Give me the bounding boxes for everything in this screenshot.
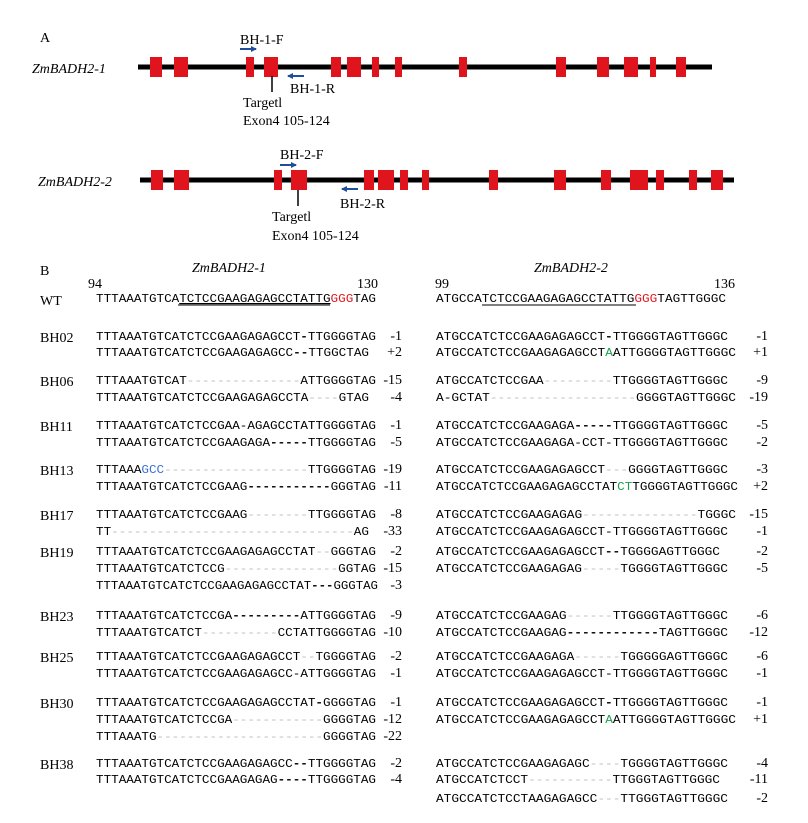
aligned-sequence bbox=[96, 437, 376, 450]
sequence-bases: TTGGGGTAG bbox=[307, 509, 371, 522]
aligned-sequence bbox=[96, 331, 376, 344]
aligned-sequence bbox=[96, 563, 376, 576]
wt1-target: TCTCCGAAGAGAGCCTATTG bbox=[179, 293, 318, 306]
deletion-gap: --------------- bbox=[224, 563, 329, 576]
indel-count: -12 bbox=[749, 625, 768, 640]
sequence-bases: ATGCCATCTCCGAAGAGAG bbox=[436, 509, 568, 522]
gene-model-1 bbox=[32, 33, 712, 129]
aligned-sequence bbox=[96, 627, 376, 640]
indel-count: -15 bbox=[749, 507, 768, 522]
sequence-bases: GGGTAG bbox=[333, 580, 375, 593]
aligned-sequence bbox=[96, 610, 376, 623]
sequence-bases: TTGGGGTAG bbox=[307, 464, 371, 477]
aligned-sequence bbox=[96, 375, 376, 388]
line-label: BH19 bbox=[40, 546, 74, 561]
sequence-bases: TTGGGGTAG bbox=[307, 437, 371, 450]
indel-count: -10 bbox=[383, 625, 402, 640]
sequence-bases: TTTAAATGTCATCTCCGAAGAGA bbox=[96, 437, 255, 450]
sequence-bases: ATGCCATCTCCGAAGAG bbox=[436, 610, 554, 623]
exon-block bbox=[597, 57, 609, 77]
indel-count: -1 bbox=[756, 329, 768, 344]
indel-count: -11 bbox=[383, 479, 402, 494]
sequence-bases: ATGCCATCTCCGAAGAGAGCCT bbox=[436, 714, 588, 727]
sequence-bases: ATGCCATCTCCGAAGAGAGCCTAT bbox=[436, 481, 602, 494]
line-label: BH13 bbox=[40, 464, 74, 479]
deletion-gap: - bbox=[605, 697, 612, 710]
sequence-bases: ATGCCATCTCCT bbox=[436, 774, 519, 787]
deletion-gap: -- bbox=[292, 758, 307, 771]
aligned-sequence bbox=[436, 509, 736, 522]
sequence-bases: ATTGGGGTAGTTGGGC bbox=[612, 347, 724, 360]
gene-2-fwd-primer-label: BH-2-F bbox=[280, 148, 324, 163]
sequence-bases: TTGGCTAG bbox=[308, 347, 364, 360]
sequence-bases: ATGCCATCTCCGAAGAGA bbox=[436, 420, 561, 433]
sequence-bases: TTTAAATGTCATCTCCG bbox=[96, 563, 214, 576]
deletion-gap: --------- bbox=[543, 375, 606, 388]
wt2-target: TCTCCGAAGAGAGCCTATTG bbox=[481, 293, 620, 306]
line-label: BH38 bbox=[40, 758, 74, 773]
sequence-bases: TTTAAA bbox=[96, 464, 138, 477]
sequence-bases: GGGGTAGTTGGGC bbox=[628, 464, 718, 477]
indel-count: -22 bbox=[383, 729, 402, 744]
aligned-sequence bbox=[436, 331, 728, 344]
gene-1-target-label: Targetl bbox=[243, 96, 283, 111]
indel-count: -2 bbox=[756, 435, 768, 450]
sequence-bases: GGGGTAG bbox=[323, 714, 372, 727]
sequence-bases: TGGGGTAGTTGGGC bbox=[632, 481, 729, 494]
gene-1-start-position: 94 bbox=[88, 277, 102, 292]
exon-block bbox=[347, 57, 361, 77]
indel-count: -3 bbox=[390, 578, 402, 593]
exon-block bbox=[400, 170, 408, 190]
wt-sequence-gene-2 bbox=[436, 293, 726, 306]
aligned-sequence bbox=[96, 509, 376, 522]
indel-count: +2 bbox=[387, 345, 402, 360]
sequence-bases: A-GCTAT bbox=[436, 392, 485, 405]
exon-block bbox=[624, 57, 638, 77]
exon-block bbox=[630, 170, 648, 190]
exon-block bbox=[554, 170, 566, 190]
panel-b-label: B bbox=[40, 264, 50, 279]
sequence-bases: ATGCCATCTCCGAAGAGAGCCT-TTGGGGTAGTTGGGC bbox=[436, 668, 729, 681]
aligned-sequence bbox=[96, 347, 369, 360]
deletion-gap: --------------- bbox=[582, 509, 686, 522]
deletion-gap: --- bbox=[605, 464, 626, 477]
indel-count: -1 bbox=[756, 695, 768, 710]
aligned-sequence bbox=[436, 420, 728, 433]
exon-block bbox=[331, 57, 341, 77]
sequence-bases: TTGGGGTAGTTGGGC bbox=[612, 697, 717, 710]
indel-count: -5 bbox=[756, 418, 768, 433]
deletion-gap: -- bbox=[315, 546, 330, 559]
sequence-bases: TGGGC bbox=[697, 509, 733, 522]
sequence-bases: ATGCCATCTCCGAAGAGAGCCT bbox=[436, 347, 588, 360]
aligned-sequence bbox=[436, 464, 728, 477]
sequence-bases: TGGGGGAGTTGGGC bbox=[620, 651, 718, 664]
indel-count: +1 bbox=[753, 712, 768, 727]
aligned-sequence bbox=[436, 610, 728, 623]
wt2-pam: GGG bbox=[634, 293, 656, 306]
indel-count: -15 bbox=[383, 373, 402, 388]
deletion-gap: ------------ bbox=[232, 714, 316, 727]
aligned-sequence bbox=[96, 580, 378, 593]
sequence-bases: TTGGGGTAG bbox=[307, 331, 371, 344]
aligned-sequence bbox=[96, 546, 376, 559]
gene-1-end-position: 130 bbox=[357, 277, 378, 292]
indel-count: -19 bbox=[383, 462, 402, 477]
exon-block bbox=[372, 57, 379, 77]
aligned-sequence bbox=[96, 392, 369, 405]
inserted-bases: A bbox=[605, 714, 613, 727]
wt1-post: TAG bbox=[353, 293, 375, 306]
aligned-sequence bbox=[436, 793, 728, 806]
deletion-gap: ------------------- bbox=[164, 464, 296, 477]
sequence-bases: GGTAG bbox=[338, 563, 373, 576]
exon-block bbox=[656, 170, 664, 190]
panel-a-label: A bbox=[40, 31, 51, 46]
sequence-bases: TTTAAATGTCATCT bbox=[96, 627, 193, 640]
exon-block bbox=[174, 57, 188, 77]
sequence-bases: TTTAAATGTCATCTCCGAAGAGAGCCT bbox=[96, 651, 283, 664]
aligned-sequence bbox=[96, 651, 376, 664]
aligned-sequence bbox=[96, 464, 376, 477]
sequence-bases: ATGCCATCTCCGAAGAGAGCCT-TTGGGGTAGTTGGGC bbox=[436, 526, 729, 539]
sequence-bases: TTTAAATGTCATCTCCGAAGAGAGCCTAT bbox=[96, 697, 297, 710]
gene-1-rev-primer-label: BH-1-R bbox=[290, 82, 336, 97]
gene-2-rev-primer-label: BH-2-R bbox=[340, 197, 386, 212]
indel-count: -33 bbox=[383, 524, 402, 539]
indel-count: -5 bbox=[390, 435, 402, 450]
exon-block bbox=[650, 57, 656, 77]
sequence-bases: TTTAAATG bbox=[96, 731, 152, 744]
sequence-bases: GGGTAG bbox=[330, 481, 373, 494]
indel-count: -1 bbox=[390, 695, 402, 710]
aligned-sequence bbox=[436, 651, 728, 664]
exon-block bbox=[364, 170, 374, 190]
deletion-gap: ------------------- bbox=[489, 392, 621, 405]
sequence-bases: TTTAAATGTCATCTCCGAAGAGAGCC bbox=[96, 347, 276, 360]
indel-count: -3 bbox=[756, 462, 768, 477]
aligned-sequence bbox=[96, 758, 376, 771]
sequence-bases: TTTAAATGTCATCTCCGAAGAGAGCCTAT bbox=[96, 580, 297, 593]
sequence-bases: ATGCCATCTCCGAA bbox=[436, 375, 533, 388]
exon-block bbox=[395, 57, 402, 77]
exon-block bbox=[459, 57, 467, 77]
sequence-bases: TTTAAATGTCATCTCCGAAGAGAGCCTA bbox=[96, 392, 290, 405]
aligned-sequence bbox=[436, 437, 728, 450]
deletion-gap: - bbox=[315, 697, 323, 710]
exon-block bbox=[246, 57, 254, 77]
line-label: BH30 bbox=[40, 697, 74, 712]
exon-block bbox=[174, 170, 189, 190]
sequence-bases: TTGGGGTAGTTGGGC bbox=[612, 420, 717, 433]
sequence-bases: GGGGTAG bbox=[323, 731, 372, 744]
sequence-bases: TTGGGGTAG bbox=[307, 758, 371, 771]
alignment-rows bbox=[40, 329, 768, 806]
indel-count: -2 bbox=[390, 544, 402, 559]
deletion-gap: --- bbox=[311, 580, 332, 593]
line-label: BH23 bbox=[40, 610, 74, 625]
sequence-bases: TTGGGTAGTTGGGC bbox=[612, 774, 710, 787]
exon-block bbox=[378, 170, 394, 190]
deletion-gap: --- bbox=[597, 793, 619, 806]
aligned-sequence bbox=[436, 697, 728, 710]
sequence-bases: ATGCCATCTCCTAAGAGAGCC bbox=[436, 793, 581, 806]
indel-count: +2 bbox=[753, 479, 768, 494]
sequence-bases: ATGCCATCTCCGAAGAGAGCCT bbox=[436, 331, 588, 344]
sequence-bases: ATGCCATCTCCGAAGAGAGCCT bbox=[436, 546, 588, 559]
inserted-bases: A bbox=[605, 347, 613, 360]
indel-count: -9 bbox=[390, 608, 402, 623]
line-label: BH11 bbox=[40, 420, 73, 435]
aligned-sequence bbox=[436, 546, 720, 559]
deletion-gap: -- bbox=[293, 347, 307, 360]
sequence-bases: TTGGGTAGTTGGGC bbox=[620, 793, 718, 806]
indel-count: -8 bbox=[390, 507, 402, 522]
exon-block bbox=[151, 170, 163, 190]
deletion-gap: -------------------------------- bbox=[111, 526, 333, 539]
deletion-gap: ---- bbox=[308, 392, 336, 405]
sequence-bases: GGGTAG bbox=[330, 546, 373, 559]
indel-count: -4 bbox=[390, 772, 402, 787]
aligned-sequence bbox=[436, 481, 738, 494]
indel-count: -19 bbox=[749, 390, 768, 405]
sequence-bases: TGGGGTAGTTGGGC bbox=[620, 758, 718, 771]
inserted-bases: CT bbox=[617, 481, 632, 494]
sequence-bases: ATGCCATCTCCGAAGAGAGCCT bbox=[436, 697, 588, 710]
line-label: BH25 bbox=[40, 651, 74, 666]
sequence-bases: AG bbox=[353, 526, 368, 539]
deletion-gap: ----- bbox=[574, 420, 609, 433]
exon-block bbox=[711, 170, 723, 190]
sequence-bases: TGGGGTAG bbox=[315, 651, 371, 664]
sequence-bases: ATGCCATCTCCGAAGAGAG bbox=[436, 563, 568, 576]
sequence-bases: ATTGGGGTAG bbox=[300, 610, 370, 623]
gene-2-exon-label: Exon4 105-124 bbox=[272, 229, 359, 244]
deletion-gap: ---------- bbox=[201, 627, 271, 640]
deletion-gap: -------- bbox=[247, 509, 303, 522]
exon-block bbox=[422, 170, 429, 190]
aligned-sequence bbox=[96, 714, 376, 727]
deletion-gap: ---- bbox=[589, 758, 618, 771]
sequence-bases: CCTATTGGGGTAG bbox=[277, 627, 368, 640]
wt1-pam: GGG bbox=[330, 293, 352, 306]
gene-model-2 bbox=[38, 148, 734, 244]
sequence-bases: GGGGTAGTTGGGC bbox=[636, 392, 726, 405]
sequence-bases: ATGCCATCTCCGAAGAGAGCCT bbox=[436, 464, 588, 477]
deletion-gap: ------ bbox=[566, 610, 609, 623]
sequence-bases: GTAG bbox=[338, 392, 367, 405]
exon-block bbox=[150, 57, 162, 77]
sequence-bases: TAGTTGGGC bbox=[658, 627, 721, 640]
sequence-bases: TGGGGAGTTGGGC bbox=[620, 546, 710, 559]
deletion-gap: ----- bbox=[270, 437, 305, 450]
aligned-sequence bbox=[436, 392, 736, 405]
sequence-bases: GGGGTAG bbox=[323, 697, 372, 710]
deletion-gap: ----- bbox=[581, 563, 617, 576]
sequence-bases: TTGGGGTAGTTGGGC bbox=[612, 331, 717, 344]
gene-1-exon-label: Exon4 105-124 bbox=[243, 114, 330, 129]
inserted-bases: GCC bbox=[141, 464, 163, 477]
indel-count: -12 bbox=[383, 712, 402, 727]
sequence-bases: ATGCCATCTCCGAAGAGA bbox=[436, 651, 561, 664]
aligned-sequence bbox=[436, 668, 728, 681]
indel-count: -4 bbox=[756, 756, 768, 771]
gene-1-name: ZmBADH2-1 bbox=[32, 62, 106, 77]
aligned-sequence bbox=[436, 347, 736, 360]
deletion-gap: ---- bbox=[277, 774, 306, 787]
sequence-bases: TTTAAATGTCATCTCCGAA-AGAGCCTATTGGGGTAG bbox=[96, 420, 377, 433]
gene-2-start-position: 99 bbox=[435, 277, 449, 292]
sequence-bases: TTGGGGTAGTTGGGC bbox=[612, 610, 717, 623]
deletion-gap: - bbox=[300, 331, 308, 344]
sequence-bases: ATTGGGGTAG bbox=[300, 375, 370, 388]
deletion-gap: -- bbox=[300, 651, 315, 664]
exon-block bbox=[264, 57, 278, 77]
line-label: BH02 bbox=[40, 331, 74, 346]
exon-block bbox=[689, 170, 697, 190]
indel-count: -2 bbox=[390, 649, 402, 664]
sequence-bases: ATGCCATCTCCGAAGAGA-CCT-TTGGGGTAGTTGGGC bbox=[436, 437, 729, 450]
aligned-sequence bbox=[96, 481, 376, 494]
sequence-bases: TTTAAATGTCATCTCCGA bbox=[96, 610, 221, 623]
wt2-pre: ATGCCA bbox=[436, 293, 478, 306]
aligned-sequence bbox=[436, 774, 720, 787]
deletion-gap: - bbox=[605, 331, 612, 344]
gene-2-name: ZmBADH2-2 bbox=[38, 175, 112, 190]
sequence-bases: TTTAAATGTCATCTCCGAAGAGAGCCTAT bbox=[96, 546, 297, 559]
sequence-bases: TTTAAATGTCATCTCCGAAGAGAG bbox=[96, 774, 262, 787]
line-label: BH06 bbox=[40, 375, 74, 390]
indel-count: -1 bbox=[390, 666, 402, 681]
aligned-sequence bbox=[96, 420, 376, 433]
indel-count: -1 bbox=[390, 418, 402, 433]
sequence-bases: TTTAAATGTCAT bbox=[96, 375, 179, 388]
wt1-pre: TTTAAATGTCA bbox=[96, 293, 172, 306]
exon-block bbox=[556, 57, 566, 77]
aligned-sequence bbox=[436, 627, 728, 640]
wt-label: WT bbox=[40, 294, 62, 309]
exon-block bbox=[274, 170, 282, 190]
exon-block bbox=[601, 170, 611, 190]
indel-count: -2 bbox=[756, 544, 768, 559]
indel-count: -1 bbox=[756, 666, 768, 681]
aligned-sequence bbox=[436, 714, 736, 727]
indel-count: -1 bbox=[756, 524, 768, 539]
deletion-gap: ----------- bbox=[528, 774, 605, 787]
sequence-bases: TTTAAATGTCATCTCCGA bbox=[96, 714, 221, 727]
deletion-gap: --------------- bbox=[186, 375, 291, 388]
aligned-sequence bbox=[436, 563, 728, 576]
wt-sequence-gene-1 bbox=[96, 293, 376, 306]
sequence-bases: ATTGGGGTAGTTGGGC bbox=[612, 714, 724, 727]
deletion-gap: --------- bbox=[232, 610, 295, 623]
indel-count: -6 bbox=[756, 649, 768, 664]
exon-block bbox=[676, 57, 686, 77]
sequence-bases: TGGGGTAGTTGGGC bbox=[620, 563, 718, 576]
sequence-bases: TTGGGGTAG bbox=[307, 774, 371, 787]
indel-count: +1 bbox=[753, 345, 768, 360]
sequence-bases: TTTAAATGTCATCTCCGAAGAGAGCC-ATTGGGGTAG bbox=[96, 668, 377, 681]
sequence-bases: TTTAAATGTCATCTCCGAAGAGAGCCT bbox=[96, 331, 283, 344]
aligned-sequence bbox=[436, 375, 728, 388]
aligned-sequence bbox=[96, 668, 376, 681]
sequence-bases: TT bbox=[96, 526, 110, 539]
indel-count: -4 bbox=[390, 390, 402, 405]
panel-b-gene-1-title: ZmBADH2-1 bbox=[192, 261, 266, 276]
wt2-post: TAGTTGGGC bbox=[657, 293, 720, 306]
aligned-sequence bbox=[96, 697, 376, 710]
deletion-gap: ------------ bbox=[566, 627, 650, 640]
aligned-sequence bbox=[436, 526, 728, 539]
exon-block bbox=[489, 170, 498, 190]
sequence-bases: ATGCCATCTCCGAAGAGAGC bbox=[436, 758, 575, 771]
sequence-bases: ATGCCATCTCCGAAGAG bbox=[436, 627, 554, 640]
indel-count: -15 bbox=[383, 561, 402, 576]
gene-2-end-position: 136 bbox=[714, 277, 735, 292]
sequence-bases: TTGGGGTAGTTGGGC bbox=[612, 375, 717, 388]
deletion-gap: -- bbox=[604, 546, 619, 559]
gene-2-target-label: Targetl bbox=[272, 210, 312, 225]
exon-block bbox=[291, 170, 307, 190]
indel-count: -1 bbox=[390, 329, 402, 344]
deletion-gap: ---------------------- bbox=[156, 731, 309, 744]
aligned-sequence bbox=[96, 526, 369, 539]
aligned-sequence bbox=[96, 774, 376, 787]
sequence-bases: TTTAAATGTCATCTCCGAAG bbox=[96, 509, 235, 522]
aligned-sequence bbox=[96, 731, 376, 744]
indel-count: -2 bbox=[390, 756, 402, 771]
sequence-bases: TTTAAATGTCATCTCCGAAG bbox=[96, 481, 235, 494]
panel-b-gene-2-title: ZmBADH2-2 bbox=[534, 261, 608, 276]
sequence-bases: TTTAAATGTCATCTCCGAAGAGAGCC bbox=[96, 758, 276, 771]
indel-count: -2 bbox=[756, 791, 768, 806]
indel-count: -5 bbox=[756, 561, 768, 576]
aligned-sequence bbox=[436, 758, 728, 771]
line-label: BH17 bbox=[40, 509, 74, 524]
indel-count: -11 bbox=[749, 772, 768, 787]
deletion-gap: ----------- bbox=[247, 481, 324, 494]
indel-count: -6 bbox=[756, 608, 768, 623]
gene-1-fwd-primer-label: BH-1-F bbox=[240, 33, 284, 48]
indel-count: -9 bbox=[756, 373, 768, 388]
deletion-gap: ------ bbox=[574, 651, 616, 664]
